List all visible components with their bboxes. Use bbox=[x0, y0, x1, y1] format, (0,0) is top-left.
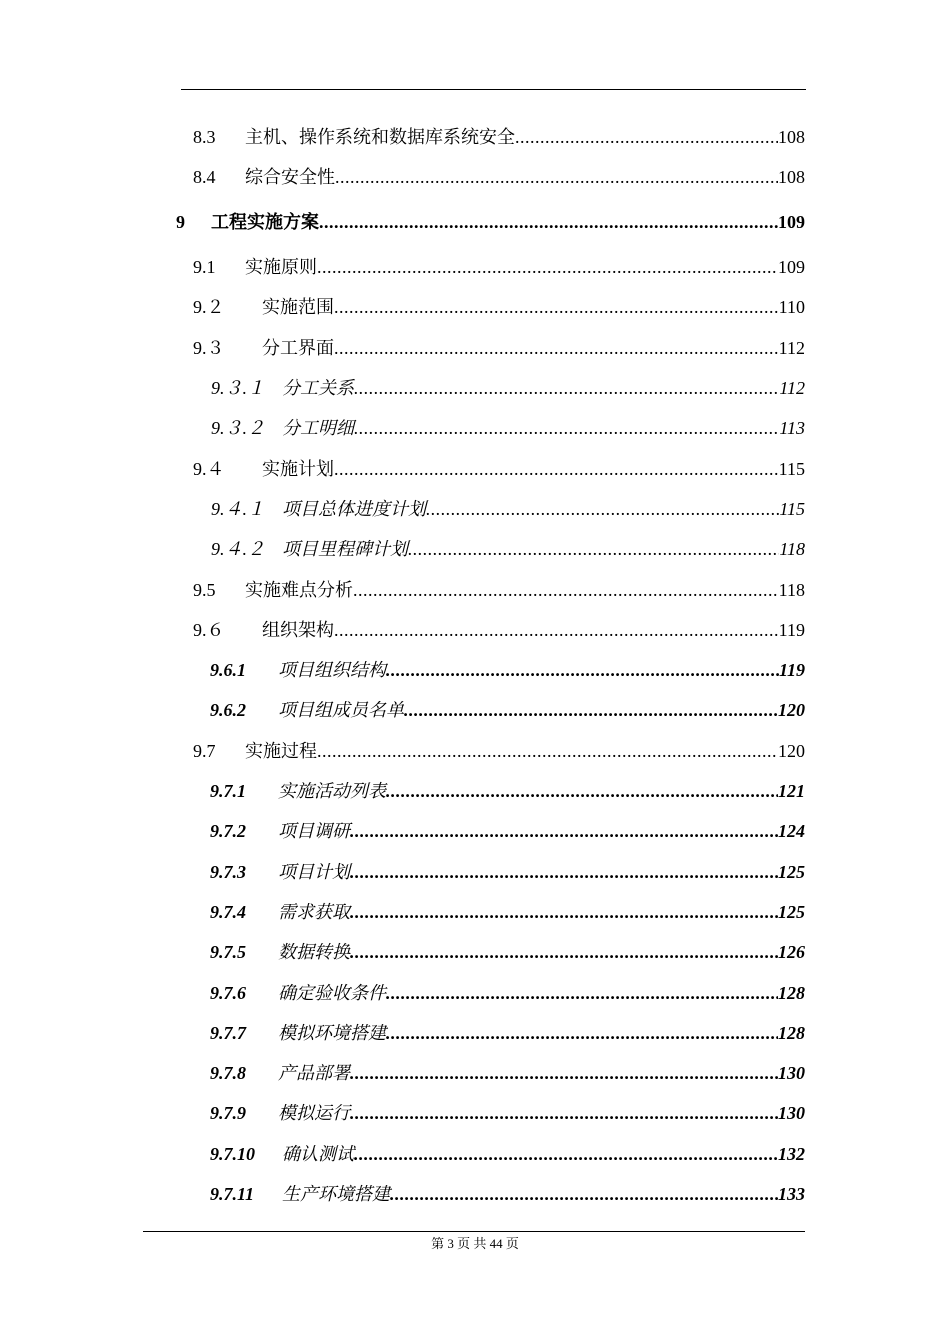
dot-leader bbox=[390, 1181, 778, 1207]
toc-entry-9-7-1[interactable] bbox=[210, 778, 805, 804]
dot-leader bbox=[404, 697, 778, 723]
toc-entry-number: 8.4 bbox=[193, 167, 216, 187]
toc-entry-number: 9.7.4 bbox=[210, 902, 246, 922]
toc-entry-page: 124 bbox=[778, 821, 805, 841]
toc-entry-page: 108 bbox=[778, 167, 805, 187]
dot-leader bbox=[334, 335, 779, 361]
toc-entry-page: 108 bbox=[778, 127, 805, 147]
toc-entry-page: 115 bbox=[779, 499, 805, 519]
toc-entry-9-7[interactable] bbox=[193, 738, 805, 764]
toc-entry-number: 9.7.10 bbox=[210, 1144, 255, 1164]
toc-entry-number: 9.３.１ bbox=[211, 378, 265, 398]
toc-entry-title: 分工关系 bbox=[282, 378, 354, 398]
toc-entry-9-7-8[interactable] bbox=[210, 1060, 805, 1086]
toc-entry-page: 118 bbox=[779, 539, 805, 559]
toc-entry-number: 9.7.2 bbox=[210, 821, 246, 841]
dot-leader bbox=[317, 738, 778, 764]
dot-leader bbox=[319, 209, 778, 235]
toc-entry-page: 126 bbox=[778, 942, 805, 962]
toc-entry-9-3-1[interactable] bbox=[211, 375, 805, 401]
toc-entry-title: 工程实施方案 bbox=[211, 212, 319, 232]
toc-entry-9-7-11[interactable] bbox=[210, 1181, 805, 1207]
toc-entry-8-3[interactable] bbox=[193, 124, 805, 150]
toc-entry-number: 9.３ bbox=[193, 338, 225, 358]
toc-entry-page: 120 bbox=[778, 700, 805, 720]
toc-entry-page: 112 bbox=[779, 378, 805, 398]
toc-entry-number: 9.6.1 bbox=[210, 660, 246, 680]
dot-leader bbox=[515, 124, 778, 150]
toc-entry-page: 132 bbox=[778, 1144, 805, 1164]
toc-entry-page: 119 bbox=[778, 660, 805, 680]
toc-entry-title: 模拟环境搭建 bbox=[278, 1023, 386, 1043]
toc-entry-8-4[interactable] bbox=[193, 164, 805, 190]
toc-entry-number: 9.４.２ bbox=[211, 539, 265, 559]
toc-entry-number: 9.２ bbox=[193, 297, 225, 317]
toc-entry-number: 9.7.11 bbox=[210, 1184, 255, 1204]
dot-leader bbox=[350, 899, 778, 925]
toc-entry-number: 9 bbox=[176, 212, 185, 232]
toc-entry-page: 112 bbox=[778, 338, 805, 358]
dot-leader bbox=[350, 1060, 778, 1086]
toc-entry-9-3-2[interactable] bbox=[211, 415, 805, 441]
toc-entry-number: 9.5 bbox=[193, 580, 216, 600]
toc-entry-number: 9.４ bbox=[193, 459, 225, 479]
toc-entry-9-2[interactable] bbox=[193, 294, 805, 320]
toc-entry-page: 119 bbox=[778, 620, 805, 640]
toc-entry-title: 分工明细 bbox=[282, 418, 354, 438]
dot-leader bbox=[386, 778, 778, 804]
toc-entry-number: 9.6.2 bbox=[210, 700, 246, 720]
toc-entry-number: 9.7.7 bbox=[210, 1023, 246, 1043]
toc-entry-number: 9.６ bbox=[193, 620, 225, 640]
dot-leader bbox=[317, 254, 778, 280]
dot-leader bbox=[354, 375, 779, 401]
toc-entry-9-7-7[interactable] bbox=[210, 1020, 805, 1046]
toc-entry-page: 130 bbox=[778, 1103, 805, 1123]
toc-entry-title: 确认测试 bbox=[282, 1144, 354, 1164]
toc-entry-number: 9.４.１ bbox=[211, 499, 265, 519]
toc-entry-title: 生产环境搭建 bbox=[282, 1184, 390, 1204]
dot-leader bbox=[386, 657, 779, 683]
toc-entry-9-6[interactable] bbox=[193, 617, 805, 643]
toc-entry-title: 项目里程碑计划 bbox=[282, 539, 408, 559]
dot-leader bbox=[350, 818, 778, 844]
toc-entry-number: 9.7.1 bbox=[210, 781, 246, 801]
dot-leader bbox=[386, 980, 778, 1006]
toc-entry-title: 主机、操作系统和数据库系统安全 bbox=[245, 127, 515, 147]
toc-entry-title: 实施计划 bbox=[262, 459, 334, 479]
toc-entry-number: 9.7.8 bbox=[210, 1063, 246, 1083]
dot-leader bbox=[354, 1141, 778, 1167]
header-rule bbox=[181, 89, 806, 90]
toc-entry-9-4-2[interactable] bbox=[211, 536, 805, 562]
toc-entry-number: 8.3 bbox=[193, 127, 216, 147]
toc-entry-number: 9.7.9 bbox=[210, 1103, 246, 1123]
toc-entry-page: 113 bbox=[779, 418, 805, 438]
toc-entry-number: 9.1 bbox=[193, 257, 216, 277]
toc-entry-title: 项目调研 bbox=[278, 821, 350, 841]
toc-entry-page: 121 bbox=[778, 781, 805, 801]
toc-entry-title: 组织架构 bbox=[262, 620, 334, 640]
toc-entry-9-7-3[interactable] bbox=[210, 859, 805, 885]
toc-entry-title: 模拟运行 bbox=[278, 1103, 350, 1123]
toc-entry-page: 125 bbox=[778, 902, 805, 922]
toc-entry-title: 项目计划 bbox=[278, 862, 350, 882]
toc-entry-title: 综合安全性 bbox=[245, 167, 335, 187]
dot-leader bbox=[334, 617, 779, 643]
toc-entry-page: 109 bbox=[778, 212, 805, 232]
toc-entry-title: 项目组织结构 bbox=[278, 660, 386, 680]
toc-entry-title: 确定验收条件 bbox=[278, 983, 386, 1003]
dot-leader bbox=[353, 577, 779, 603]
toc-entry-number: 9.7 bbox=[193, 741, 216, 761]
dot-leader bbox=[335, 164, 778, 190]
dot-leader bbox=[334, 456, 779, 482]
toc-entry-title: 需求获取 bbox=[278, 902, 350, 922]
toc-entry-number: 9.7.6 bbox=[210, 983, 246, 1003]
dot-leader bbox=[350, 939, 778, 965]
toc-entry-page: 110 bbox=[778, 297, 805, 317]
toc-entry-9[interactable] bbox=[176, 209, 805, 235]
toc-entry-title: 实施难点分析 bbox=[245, 580, 353, 600]
toc-entry-title: 项目总体进度计划 bbox=[282, 499, 426, 519]
toc-entry-title: 数据转换 bbox=[278, 942, 350, 962]
toc-entry-title: 分工界面 bbox=[262, 338, 334, 358]
toc-entry-9-4[interactable] bbox=[193, 456, 805, 482]
dot-leader bbox=[350, 859, 778, 885]
toc-entry-page: 125 bbox=[778, 862, 805, 882]
toc-entry-9-4-1[interactable] bbox=[211, 496, 805, 522]
toc-entry-title: 实施过程 bbox=[245, 741, 317, 761]
toc-entry-page: 128 bbox=[778, 983, 805, 1003]
toc-entry-title: 产品部署 bbox=[278, 1063, 350, 1083]
dot-leader bbox=[354, 415, 779, 441]
page-footer: 第 3 页 共 44 页 bbox=[431, 1236, 519, 1251]
dot-leader bbox=[334, 294, 779, 320]
dot-leader bbox=[386, 1020, 778, 1046]
toc-entry-9-3[interactable] bbox=[193, 335, 805, 361]
toc-entry-title: 实施原则 bbox=[245, 257, 317, 277]
toc-entry-9-7-6[interactable] bbox=[210, 980, 805, 1006]
toc-entry-9-7-2[interactable] bbox=[210, 818, 805, 844]
toc-entry-page: 128 bbox=[778, 1023, 805, 1043]
toc-entry-9-7-5[interactable] bbox=[210, 939, 805, 965]
toc-entry-title: 项目组成员名单 bbox=[278, 700, 404, 720]
toc-entry-page: 133 bbox=[778, 1184, 805, 1204]
toc-entry-page: 120 bbox=[778, 741, 805, 761]
toc-entry-number: 9.３.２ bbox=[211, 418, 265, 438]
toc-entry-title: 实施活动列表 bbox=[278, 781, 386, 801]
toc-entry-title: 实施范围 bbox=[262, 297, 334, 317]
dot-leader bbox=[426, 496, 779, 522]
toc-entry-page: 130 bbox=[778, 1063, 805, 1083]
toc-entry-9-7-4[interactable] bbox=[210, 899, 805, 925]
toc-entry-9-1[interactable] bbox=[193, 254, 805, 280]
dot-leader bbox=[408, 536, 779, 562]
toc-entry-page: 109 bbox=[778, 257, 805, 277]
toc-entry-number: 9.7.5 bbox=[210, 942, 246, 962]
toc-entry-9-6-1[interactable] bbox=[210, 657, 805, 683]
toc-entry-page: 118 bbox=[778, 580, 805, 600]
toc-entry-9-6-2[interactable] bbox=[210, 697, 805, 723]
dot-leader bbox=[350, 1100, 778, 1126]
toc-entry-9-7-9[interactable] bbox=[210, 1100, 805, 1126]
footer-rule bbox=[143, 1231, 805, 1232]
toc-entry-9-7-10[interactable] bbox=[210, 1141, 805, 1167]
toc-entry-9-5[interactable] bbox=[193, 577, 805, 603]
toc-entry-number: 9.7.3 bbox=[210, 862, 246, 882]
toc-entry-page: 115 bbox=[778, 459, 805, 479]
